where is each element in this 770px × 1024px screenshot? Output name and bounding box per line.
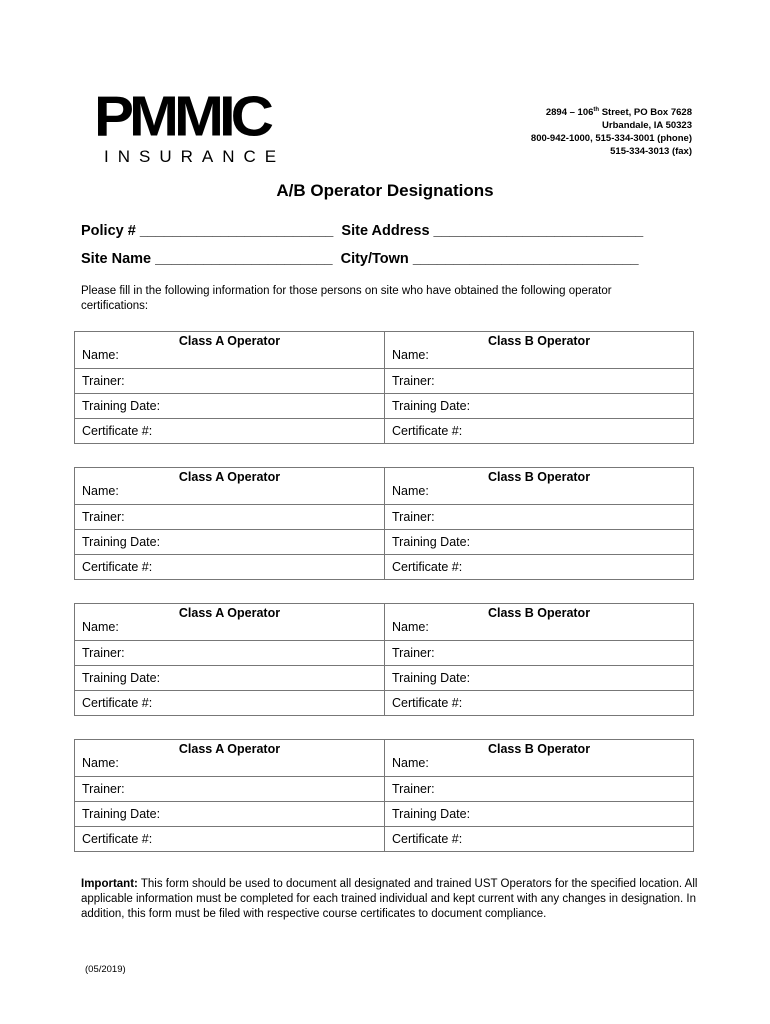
class-a-trainer-cell[interactable]: Trainer: [75, 777, 385, 802]
class-a-training-date-cell[interactable]: Training Date: [75, 666, 385, 691]
operator-table [74, 603, 694, 716]
class-b-trainer-cell[interactable]: Trainer: [385, 369, 694, 394]
class-a-header: Class A Operator [75, 740, 385, 757]
important-note [81, 877, 701, 922]
class-a-header: Class A Operator [75, 332, 385, 349]
page-title: A/B Operator Designations [276, 181, 494, 200]
class-b-trainer-cell[interactable]: Trainer: [385, 777, 694, 802]
class-b-name-cell[interactable]: Name: [385, 756, 694, 777]
class-a-trainer-cell[interactable]: Trainer: [75, 369, 385, 394]
class-b-certificate-cell[interactable]: Certificate #: [385, 691, 694, 716]
class-a-certificate-cell[interactable]: Certificate #: [75, 419, 385, 444]
logo-mark: PMMIC [94, 84, 269, 149]
class-a-training-date-cell[interactable]: Training Date: [75, 802, 385, 827]
site-address-field[interactable]: Site Address __________________________ [341, 223, 644, 239]
class-a-training-date-cell[interactable]: Training Date: [75, 530, 385, 555]
address-street-rest: Street, PO Box 7628 [599, 107, 692, 119]
intro-text: Please fill in the following information for those persons on site who have obtained the following operator certifications: [81, 285, 612, 312]
class-b-certificate-cell[interactable]: Certificate #: [385, 555, 694, 580]
class-b-training-date-cell[interactable]: Training Date: [385, 802, 694, 827]
city-town-field[interactable]: City/Town ____________________________ [340, 251, 639, 267]
logo-subtitle: INSURANCE [104, 147, 286, 166]
address-street-suffix: th [593, 107, 600, 113]
class-a-certificate-cell[interactable]: Certificate #: [75, 827, 385, 852]
class-b-training-date-cell[interactable]: Training Date: [385, 530, 694, 555]
class-b-name-cell[interactable]: Name: [385, 620, 694, 641]
operator-table [74, 467, 694, 580]
class-b-header: Class B Operator [385, 468, 694, 485]
address-fax: 515-334-3013 (fax) [610, 146, 692, 158]
class-b-certificate-cell[interactable]: Certificate #: [385, 419, 694, 444]
class-b-training-date-cell[interactable]: Training Date: [385, 666, 694, 691]
address-phone: 800-942-1000, 515-334-3001 (phone) [530, 133, 692, 145]
field-row-2 [81, 251, 639, 267]
class-a-name-cell[interactable]: Name: [75, 620, 385, 641]
field-row-1 [81, 223, 643, 239]
class-b-trainer-cell[interactable]: Trainer: [385, 505, 694, 530]
class-b-name-cell[interactable]: Name: [385, 348, 694, 369]
class-b-name-cell[interactable]: Name: [385, 484, 694, 505]
address-city: Urbandale, IA 50323 [602, 120, 692, 132]
policy-field[interactable]: Policy # ________________________ [81, 223, 334, 239]
operator-table [74, 739, 694, 852]
class-b-header: Class B Operator [385, 332, 694, 349]
class-a-certificate-cell[interactable]: Certificate #: [75, 555, 385, 580]
class-a-trainer-cell[interactable]: Trainer: [75, 641, 385, 666]
class-a-name-cell[interactable]: Name: [75, 756, 385, 777]
class-a-name-cell[interactable]: Name: [75, 484, 385, 505]
pmmic-logo [94, 84, 309, 167]
class-b-certificate-cell[interactable]: Certificate #: [385, 827, 694, 852]
company-address [531, 104, 692, 158]
class-a-header: Class A Operator [75, 468, 385, 485]
address-street: 2894 – 106 [545, 107, 594, 119]
class-b-header: Class B Operator [385, 740, 694, 757]
important-text: This form should be used to document all designated and trained UST Operators for the specified location. All applicable information must be completed for each trained individual and kept current with any changes in designation. In addition, this form must be filed with respective course certificates to document compliance. [81, 878, 698, 920]
class-b-header: Class B Operator [385, 604, 694, 621]
class-a-header: Class A Operator [75, 604, 385, 621]
class-a-training-date-cell[interactable]: Training Date: [75, 394, 385, 419]
site-name-field[interactable]: Site Name ______________________ [81, 251, 333, 267]
revision-date: (05/2019) [85, 964, 126, 975]
class-b-trainer-cell[interactable]: Trainer: [385, 641, 694, 666]
important-label: Important: [81, 878, 138, 890]
class-a-name-cell[interactable]: Name: [75, 348, 385, 369]
operator-table [74, 331, 694, 444]
class-b-training-date-cell[interactable]: Training Date: [385, 394, 694, 419]
class-a-trainer-cell[interactable]: Trainer: [75, 505, 385, 530]
class-a-certificate-cell[interactable]: Certificate #: [75, 691, 385, 716]
